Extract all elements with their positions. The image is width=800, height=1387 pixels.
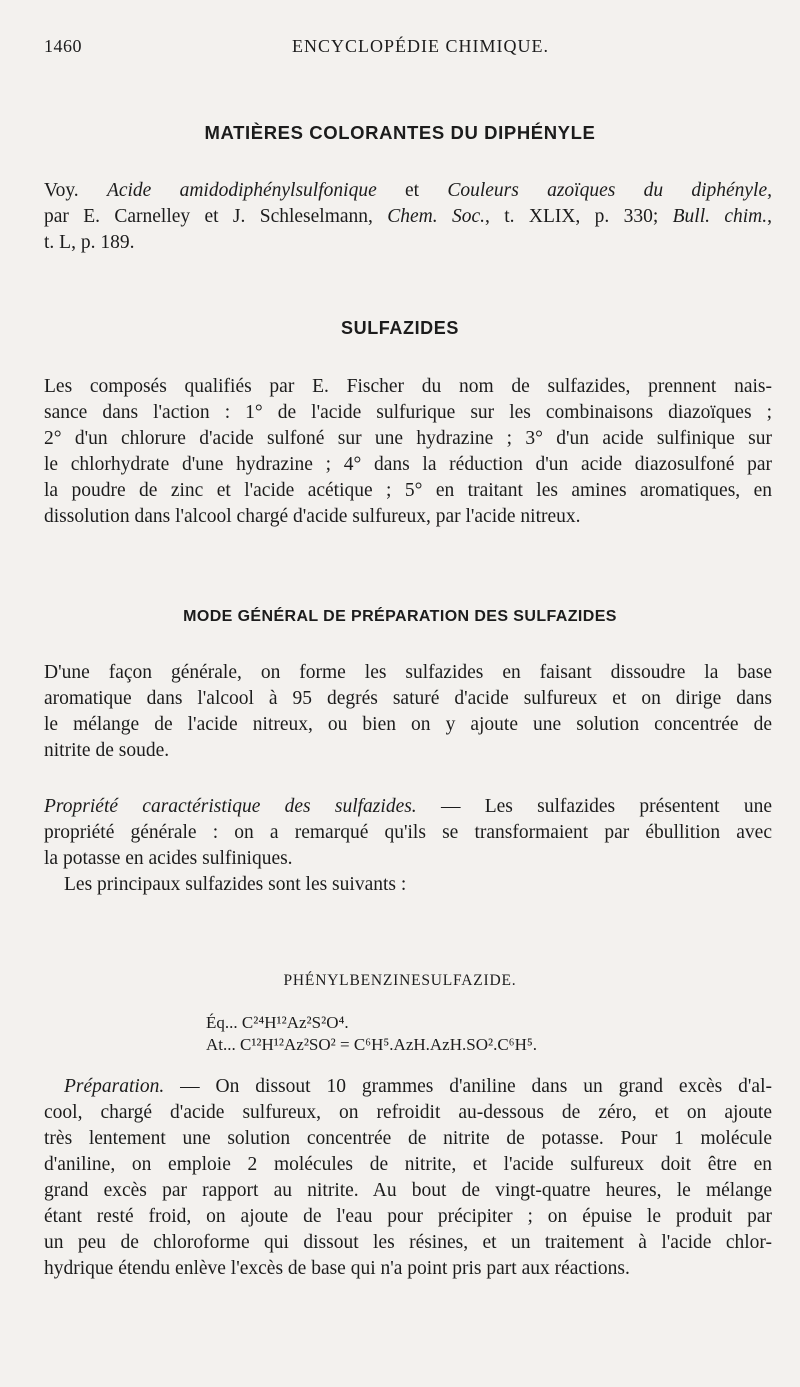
paragraph-preparation: [44, 1074, 772, 1282]
paragraph-line: 2° d'un chlorure d'acide sulfoné sur une hydrazine ; 3° d'un acide sulfinique sur: [44, 428, 772, 449]
paragraph-line: le chlorhydrate d'une hydrazine ; 4° dans la réduction d'un acide diazosulfoné par: [44, 454, 772, 475]
paragraph-line: t. L, p. 189.: [44, 232, 135, 253]
paragraph-line: propriété générale : on a remarqué qu'ils se transformaient par ébullition avec: [44, 822, 772, 843]
paragraph-line: D'une façon générale, on forme les sulfazides en faisant dissoudre la base: [44, 662, 772, 683]
page-header: [44, 36, 784, 62]
paragraph-line: [44, 204, 772, 230]
formula-atomic: [206, 1034, 537, 1056]
formula-label: At...: [206, 1035, 240, 1054]
text-run: — On dissout 10 grammes d'aniline dans un grand excès d'al-: [164, 1076, 772, 1097]
page-number: 1460: [44, 36, 82, 56]
formula-text: C¹²H¹²Az²SO² = C⁶H⁵.AzH.AzH.SO².C⁶H⁵.: [240, 1035, 538, 1054]
running-title: ENCYCLOPÉDIE CHIMIQUE.: [292, 36, 549, 56]
paragraph-line: d'aniline, on emploie 2 molécules de nitrite, et l'acide sulfureux doit être en: [44, 1154, 772, 1175]
italic-run-in-title: Propriété caractéristique des sulfazides.: [44, 796, 417, 817]
italic-run-in-title: Préparation.: [64, 1076, 165, 1097]
paragraph-line: nitrite de soude.: [44, 740, 170, 761]
paragraph-line: [44, 1074, 772, 1100]
paragraph-mode-general: [44, 660, 772, 764]
text-run: ,: [767, 206, 773, 227]
paragraph-line: la poudre de zinc et l'acide acétique ; 5° en traitant les amines aromatiques, en: [44, 480, 772, 501]
formula-text: C²⁴H¹²Az²S²O⁴.: [241, 1013, 349, 1032]
compound-name: PHÉNYLBENZINESULFAZIDE.: [283, 972, 517, 989]
italic-title: Couleurs azoïques du diphényle,: [447, 180, 772, 201]
paragraph-line: très lentement une solution concentrée de nitrite de potasse. Pour 1 molécule: [44, 1128, 772, 1149]
paragraph-line: [44, 794, 772, 820]
section-title-sulfazides: SULFAZIDES: [340, 318, 459, 338]
paragraph-line: le mélange de l'acide nitreux, ou bien on y ajoute une solution concentrée de: [44, 714, 772, 735]
paragraph-propriete: [44, 794, 772, 898]
section-title-matieres-colorantes: MATIÈRES COLORANTES DU DIPHÉNYLE: [204, 122, 596, 143]
paragraph-line: un peu de chloroforme qui dissout les résines, et un traitement à l'acide chlor-: [44, 1232, 772, 1253]
italic-journal: Chem. Soc.: [387, 206, 486, 227]
italic-title: Acide amidodiphénylsulfonique: [106, 180, 377, 201]
paragraph-line: [44, 178, 772, 204]
formula-label: Éq...: [206, 1013, 242, 1032]
paragraph-voy: [44, 178, 772, 256]
paragraph-line: la potasse en acides sulfiniques.: [44, 848, 293, 869]
paragraph-line: dissolution dans l'alcool chargé d'acide sulfureux, par l'acide nitreux.: [44, 506, 581, 527]
text-run: , t. XLIX, p. 330;: [485, 206, 673, 227]
paragraph-line: aromatique dans l'alcool à 95 degrés saturé d'acide sulfureux et on dirige dans: [44, 688, 772, 709]
paragraph-line: sance dans l'action : 1° de l'acide sulfurique sur les combinaisons diazoïques ;: [44, 402, 772, 423]
text-run: — Les sulfazides présentent une: [416, 796, 772, 817]
paragraph-sulfazides-intro: [44, 374, 772, 530]
italic-journal: Bull. chim.: [672, 206, 768, 227]
paragraph-line: grand excès par rapport au nitrite. Au bout de vingt-quatre heures, le mélange: [44, 1180, 772, 1201]
paragraph-line: cool, chargé d'acide sulfureux, on refroidit au-dessous de zéro, et on ajoute: [44, 1102, 772, 1123]
paragraph-line: Les composés qualifiés par E. Fischer du nom de sulfazides, prennent nais-: [44, 376, 772, 397]
text-run: Voy.: [44, 180, 107, 201]
paragraph-line: Les principaux sulfazides sont les suivants :: [64, 874, 407, 895]
paragraph-line: hydrique étendu enlève l'excès de base qui n'a point pris part aux réactions.: [44, 1258, 630, 1279]
text-run: et: [376, 180, 448, 201]
text-run: par E. Carnelley et J. Schleselmann,: [44, 206, 388, 227]
formula-equivalent: [206, 1012, 349, 1034]
section-title-mode-general: MODE GÉNÉRAL DE PRÉPARATION DES SULFAZIDES: [183, 608, 617, 625]
paragraph-line: étant resté froid, on ajoute de l'eau pour précipiter ; on épuise le produit par: [44, 1206, 772, 1227]
